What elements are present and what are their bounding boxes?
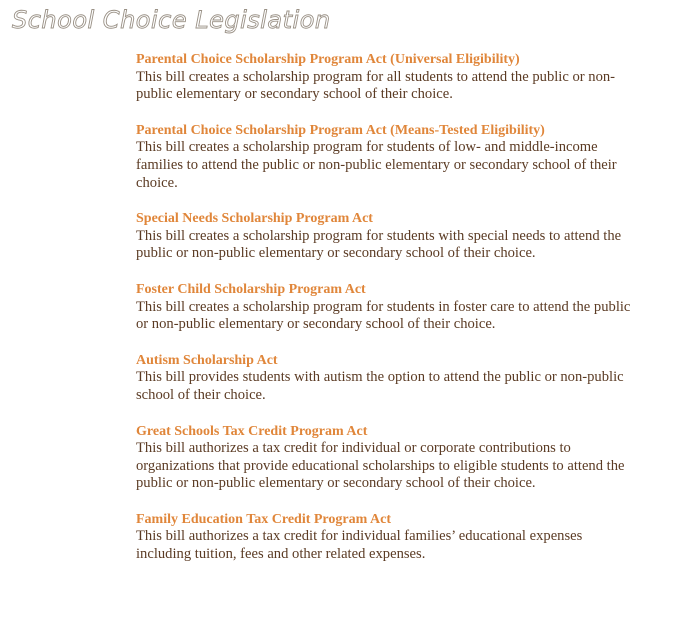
list-item [136, 423, 636, 493]
bill-title: Family Education Tax Credit Program Act [136, 511, 391, 527]
bill-title: Special Needs Scholarship Program Act [136, 211, 373, 227]
bill-description: This bill provides students with autism the option to attend the public or non-public school of their choice. [136, 369, 624, 403]
bill-description: This bill creates a scholarship program for students in foster care to attend the public or non-public elementary or secondary school of their choice. [136, 298, 631, 333]
bill-title: Foster Child Scholarship Program Act [136, 281, 366, 297]
page-title: School Choice Legislation [12, 6, 331, 34]
bill-description: This bill authorizes a tax credit for individual families’ educational expenses including tuition, fees and other related expenses. [136, 528, 583, 563]
bill-title: Great Schools Tax Credit Program Act [136, 423, 368, 439]
list-item [136, 51, 636, 104]
bill-list [136, 51, 636, 582]
bill-title: Autism Scholarship Act [136, 352, 278, 368]
bill-description: This bill creates a scholarship program for students of low- and middle-income families to attend the public or non-public elementary or secondary school of their choice. [136, 139, 617, 191]
bill-title: Parental Choice Scholarship Program Act (Universal Eligibility) [136, 52, 520, 67]
list-item [136, 281, 636, 334]
list-item [136, 511, 636, 564]
bill-description: This bill creates a scholarship program for students with special needs to attend the public or non-public elementary or secondary school of their choice. [136, 227, 622, 262]
list-item [136, 352, 636, 405]
list-item [136, 210, 636, 263]
bill-description: This bill authorizes a tax credit for individual or corporate contributions to organizations that provide educational scholarships to eligible students to attend the public or non-public elementary or secondary school of their choice. [136, 440, 625, 492]
bill-description: This bill creates a scholarship program for all students to attend the public or non-public elementary or secondary school of their choice. [136, 68, 616, 103]
bill-title: Parental Choice Scholarship Program Act (Means-Tested Eligibility) [136, 122, 545, 138]
list-item [136, 122, 636, 192]
